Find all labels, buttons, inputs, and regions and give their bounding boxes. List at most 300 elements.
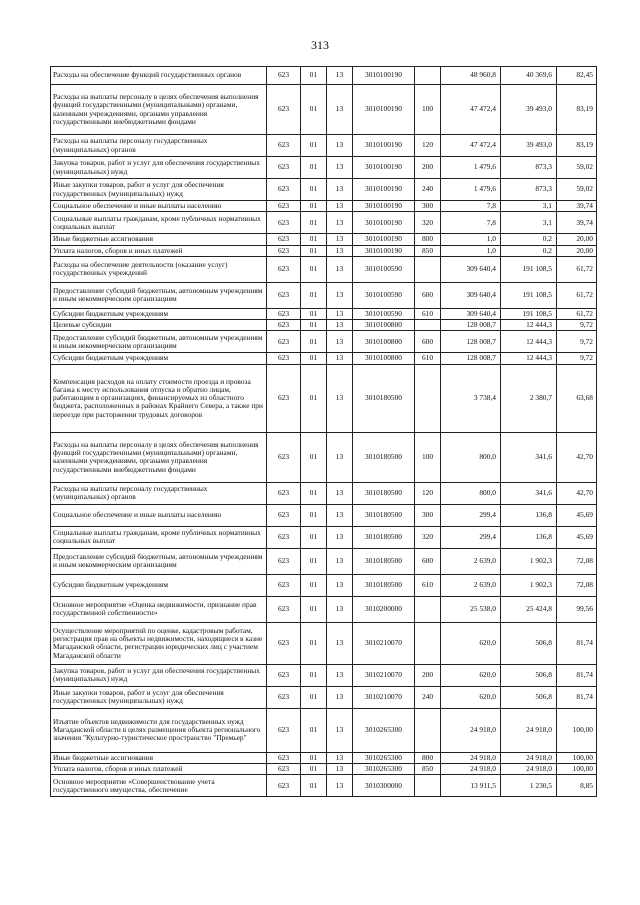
row-cs: 3010100190 — [353, 212, 415, 234]
row-pr: 13 — [327, 135, 353, 157]
row-name: Иные бюджетные ассигнования — [51, 752, 267, 763]
table-row — [51, 234, 597, 245]
row-name: Социальное обеспечение и иные выплаты населению — [51, 201, 267, 212]
row-gr: 623 — [267, 234, 301, 245]
row-fact: 341,6 — [501, 432, 557, 482]
table-row — [51, 85, 597, 135]
row-pr: 13 — [327, 179, 353, 201]
row-rz: 01 — [301, 686, 327, 708]
row-name: Закупка товаров, работ и услуг для обеспечения государственных (муниципальных) нужд — [51, 157, 267, 179]
row-percent: 9,72 — [557, 320, 597, 331]
row-fact: 24 918,0 — [501, 764, 557, 775]
row-gr: 623 — [267, 432, 301, 482]
row-pr: 13 — [327, 708, 353, 752]
row-gr: 623 — [267, 708, 301, 752]
row-cs: 3010180500 — [353, 526, 415, 548]
row-pr: 13 — [327, 67, 353, 85]
budget-table-body — [51, 67, 597, 797]
table-row — [51, 135, 597, 157]
row-name: Основное мероприятие «Оценка недвижимости, признание прав государственной собственности» — [51, 596, 267, 622]
row-fact: 506,8 — [501, 686, 557, 708]
row-pr: 13 — [327, 752, 353, 763]
row-gr: 623 — [267, 245, 301, 256]
row-name: Расходы на обеспечение функций государственных органов — [51, 67, 267, 85]
row-pr: 13 — [327, 245, 353, 256]
row-gr: 623 — [267, 622, 301, 664]
row-vr: 850 — [415, 764, 441, 775]
row-cs: 3010265300 — [353, 764, 415, 775]
row-cs: 3010100590 — [353, 282, 415, 308]
row-rz: 01 — [301, 179, 327, 201]
row-percent: 83,19 — [557, 135, 597, 157]
row-fact: 24 918,0 — [501, 708, 557, 752]
row-rz: 01 — [301, 308, 327, 319]
row-plan: 13 911,5 — [441, 775, 501, 797]
row-rz: 01 — [301, 596, 327, 622]
table-row — [51, 686, 597, 708]
row-fact: 341,6 — [501, 482, 557, 504]
row-rz: 01 — [301, 574, 327, 596]
row-name: Уплата налогов, сборов и иных платежей — [51, 245, 267, 256]
row-percent: 100,00 — [557, 752, 597, 763]
row-pr: 13 — [327, 201, 353, 212]
row-gr: 623 — [267, 548, 301, 574]
row-percent: 99,56 — [557, 596, 597, 622]
row-plan: 800,0 — [441, 482, 501, 504]
row-vr: 800 — [415, 234, 441, 245]
row-plan: 309 640,4 — [441, 256, 501, 282]
row-plan: 3 738,4 — [441, 364, 501, 432]
row-pr: 13 — [327, 320, 353, 331]
row-name: Закупка товаров, работ и услуг для обеспечения государственных (муниципальных) нужд — [51, 664, 267, 686]
row-vr: 300 — [415, 504, 441, 526]
row-cs: 3010265300 — [353, 752, 415, 763]
row-gr: 623 — [267, 752, 301, 763]
row-gr: 623 — [267, 353, 301, 364]
row-plan: 128 008,7 — [441, 353, 501, 364]
row-cs: 3010100190 — [353, 67, 415, 85]
row-rz: 01 — [301, 331, 327, 353]
row-pr: 13 — [327, 664, 353, 686]
row-name: Предоставление субсидий бюджетным, автономным учреждениям и иным некоммерческим организациям — [51, 331, 267, 353]
row-cs: 3010300000 — [353, 775, 415, 797]
row-name: Социальное обеспечение и иные выплаты населению — [51, 504, 267, 526]
row-name: Иные закупки товаров, работ и услуг для обеспечения государственных (муниципальных) нужд — [51, 179, 267, 201]
row-pr: 13 — [327, 308, 353, 319]
row-plan: 128 008,7 — [441, 320, 501, 331]
row-cs: 3010100590 — [353, 256, 415, 282]
row-fact: 3,1 — [501, 201, 557, 212]
row-pr: 13 — [327, 85, 353, 135]
row-pr: 13 — [327, 432, 353, 482]
row-percent: 100,00 — [557, 708, 597, 752]
row-rz: 01 — [301, 364, 327, 432]
row-cs: 3010180500 — [353, 432, 415, 482]
row-name: Предоставление субсидий бюджетным, автономным учреждениям и иным некоммерческим организациям — [51, 282, 267, 308]
row-fact: 12 444,3 — [501, 353, 557, 364]
row-cs: 3010180500 — [353, 482, 415, 504]
row-percent: 39,74 — [557, 201, 597, 212]
row-vr — [415, 320, 441, 331]
row-cs: 3010100190 — [353, 201, 415, 212]
row-gr: 623 — [267, 212, 301, 234]
row-gr: 623 — [267, 201, 301, 212]
row-percent: 81,74 — [557, 686, 597, 708]
row-cs: 3010100590 — [353, 308, 415, 319]
row-pr: 13 — [327, 157, 353, 179]
row-cs: 3010100800 — [353, 331, 415, 353]
row-plan: 1,0 — [441, 245, 501, 256]
row-cs: 3010210070 — [353, 664, 415, 686]
table-row — [51, 504, 597, 526]
row-name: Расходы на выплаты персоналу государственных (муниципальных) органов — [51, 482, 267, 504]
row-vr: 300 — [415, 201, 441, 212]
row-rz: 01 — [301, 245, 327, 256]
row-pr: 13 — [327, 504, 353, 526]
row-vr: 200 — [415, 664, 441, 686]
row-name: Расходы на выплаты персоналу в целях обеспечения выполнения функций государственными (муниципальными) органами, казенными учреждениями, органами управления государственными внебюджетными фондами — [51, 432, 267, 482]
row-plan: 7,8 — [441, 212, 501, 234]
row-gr: 623 — [267, 308, 301, 319]
row-gr: 623 — [267, 364, 301, 432]
row-name: Компенсация расходов на оплату стоимости проезда и провоза багажа к месту использования отпуска и обратно лицам, работающим в организациях, финансируемых из областного бюджета, расположенных в районах Крайнего Севера, а также при переезде при расторжении трудовых договоров — [51, 364, 267, 432]
row-gr: 623 — [267, 135, 301, 157]
table-row — [51, 752, 597, 763]
table-row — [51, 432, 597, 482]
row-vr: 320 — [415, 212, 441, 234]
row-cs: 3010180500 — [353, 548, 415, 574]
row-percent: 81,74 — [557, 622, 597, 664]
row-percent: 42,70 — [557, 432, 597, 482]
row-fact: 506,8 — [501, 622, 557, 664]
row-cs: 3010200000 — [353, 596, 415, 622]
row-cs: 3010180500 — [353, 574, 415, 596]
row-plan: 25 538,0 — [441, 596, 501, 622]
row-plan: 620,0 — [441, 686, 501, 708]
row-vr: 610 — [415, 574, 441, 596]
row-plan: 620,0 — [441, 664, 501, 686]
row-pr: 13 — [327, 353, 353, 364]
row-gr: 623 — [267, 282, 301, 308]
row-percent: 8,85 — [557, 775, 597, 797]
row-vr: 100 — [415, 85, 441, 135]
row-percent: 61,72 — [557, 308, 597, 319]
table-row — [51, 282, 597, 308]
row-fact: 3,1 — [501, 212, 557, 234]
row-gr: 623 — [267, 686, 301, 708]
row-pr: 13 — [327, 212, 353, 234]
row-vr: 600 — [415, 331, 441, 353]
row-plan: 2 639,0 — [441, 574, 501, 596]
row-percent: 9,72 — [557, 331, 597, 353]
row-vr: 240 — [415, 686, 441, 708]
row-pr: 13 — [327, 256, 353, 282]
row-fact: 12 444,3 — [501, 320, 557, 331]
row-gr: 623 — [267, 256, 301, 282]
table-row — [51, 179, 597, 201]
table-row — [51, 574, 597, 596]
row-vr — [415, 596, 441, 622]
row-cs: 3010100190 — [353, 157, 415, 179]
table-row — [51, 364, 597, 432]
row-rz: 01 — [301, 212, 327, 234]
row-vr: 600 — [415, 282, 441, 308]
row-gr: 623 — [267, 526, 301, 548]
row-cs: 3010210070 — [353, 686, 415, 708]
row-plan: 24 918,0 — [441, 764, 501, 775]
row-cs: 3010100190 — [353, 234, 415, 245]
row-pr: 13 — [327, 764, 353, 775]
row-fact: 40 369,6 — [501, 67, 557, 85]
table-row — [51, 596, 597, 622]
row-percent: 100,00 — [557, 764, 597, 775]
table-row — [51, 320, 597, 331]
row-name: Субсидии бюджетным учреждениям — [51, 574, 267, 596]
row-cs: 3010100190 — [353, 135, 415, 157]
row-cs: 3010100190 — [353, 245, 415, 256]
row-percent: 45,69 — [557, 526, 597, 548]
row-rz: 01 — [301, 67, 327, 85]
row-name: Социальные выплаты гражданам, кроме публичных нормативных социальных выплат — [51, 212, 267, 234]
row-name: Изъятие объектов недвижимости для государственных нужд Магаданской области в целях размещения объекта регионального значения "Культурно-туристическое пространство "Премьер" — [51, 708, 267, 752]
table-row — [51, 308, 597, 319]
row-gr: 623 — [267, 331, 301, 353]
row-percent: 82,45 — [557, 67, 597, 85]
row-fact: 191 108,5 — [501, 282, 557, 308]
row-cs: 3010210070 — [353, 622, 415, 664]
row-fact: 1 902,3 — [501, 574, 557, 596]
row-rz: 01 — [301, 504, 327, 526]
row-gr: 623 — [267, 764, 301, 775]
row-percent: 45,69 — [557, 504, 597, 526]
row-fact: 1 902,3 — [501, 548, 557, 574]
row-plan: 309 640,4 — [441, 282, 501, 308]
row-gr: 623 — [267, 67, 301, 85]
row-pr: 13 — [327, 622, 353, 664]
row-plan: 299,4 — [441, 504, 501, 526]
row-name: Субсидии бюджетным учреждениям — [51, 308, 267, 319]
row-rz: 01 — [301, 775, 327, 797]
row-fact: 24 918,0 — [501, 752, 557, 763]
row-pr: 13 — [327, 482, 353, 504]
table-row — [51, 664, 597, 686]
row-fact: 12 444,3 — [501, 331, 557, 353]
row-pr: 13 — [327, 574, 353, 596]
row-fact: 39 493,0 — [501, 85, 557, 135]
row-fact: 136,8 — [501, 526, 557, 548]
row-percent: 42,70 — [557, 482, 597, 504]
row-plan: 128 008,7 — [441, 331, 501, 353]
row-vr: 240 — [415, 179, 441, 201]
row-vr: 610 — [415, 308, 441, 319]
row-gr: 623 — [267, 574, 301, 596]
row-rz: 01 — [301, 764, 327, 775]
row-cs: 3010100800 — [353, 353, 415, 364]
row-rz: 01 — [301, 432, 327, 482]
row-fact: 191 108,5 — [501, 308, 557, 319]
row-percent: 9,72 — [557, 353, 597, 364]
row-plan: 48 960,8 — [441, 67, 501, 85]
row-fact: 39 493,0 — [501, 135, 557, 157]
row-plan: 309 640,4 — [441, 308, 501, 319]
row-percent: 72,08 — [557, 574, 597, 596]
row-cs: 3010180500 — [353, 364, 415, 432]
row-vr — [415, 622, 441, 664]
row-vr: 120 — [415, 135, 441, 157]
row-vr: 850 — [415, 245, 441, 256]
row-fact: 873,3 — [501, 157, 557, 179]
row-plan: 7,8 — [441, 201, 501, 212]
row-pr: 13 — [327, 686, 353, 708]
table-row — [51, 201, 597, 212]
table-row — [51, 775, 597, 797]
row-percent: 61,72 — [557, 256, 597, 282]
row-percent: 59,02 — [557, 179, 597, 201]
row-vr — [415, 67, 441, 85]
row-fact: 0,2 — [501, 234, 557, 245]
row-gr: 623 — [267, 775, 301, 797]
budget-table — [50, 66, 597, 797]
row-gr: 623 — [267, 482, 301, 504]
table-row — [51, 67, 597, 85]
table-row — [51, 157, 597, 179]
row-name: Иные закупки товаров, работ и услуг для обеспечения государственных (муниципальных) нужд — [51, 686, 267, 708]
row-vr: 800 — [415, 752, 441, 763]
row-rz: 01 — [301, 256, 327, 282]
row-name: Предоставление субсидий бюджетным, автономным учреждениям и иным некоммерческим организациям — [51, 548, 267, 574]
row-cs: 3010180500 — [353, 504, 415, 526]
row-vr: 610 — [415, 353, 441, 364]
row-pr: 13 — [327, 234, 353, 245]
row-name: Уплата налогов, сборов и иных платежей — [51, 764, 267, 775]
row-pr: 13 — [327, 596, 353, 622]
row-rz: 01 — [301, 282, 327, 308]
row-plan: 620,0 — [441, 622, 501, 664]
row-pr: 13 — [327, 548, 353, 574]
row-pr: 13 — [327, 526, 353, 548]
row-gr: 623 — [267, 596, 301, 622]
row-gr: 623 — [267, 504, 301, 526]
row-gr: 623 — [267, 664, 301, 686]
row-fact: 191 108,5 — [501, 256, 557, 282]
row-vr — [415, 256, 441, 282]
row-pr: 13 — [327, 775, 353, 797]
row-fact: 136,8 — [501, 504, 557, 526]
row-rz: 01 — [301, 234, 327, 245]
row-rz: 01 — [301, 482, 327, 504]
row-fact: 25 424,8 — [501, 596, 557, 622]
row-cs: 3010100800 — [353, 320, 415, 331]
row-name: Иные бюджетные ассигнования — [51, 234, 267, 245]
row-plan: 299,4 — [441, 526, 501, 548]
row-rz: 01 — [301, 548, 327, 574]
table-row — [51, 764, 597, 775]
row-gr: 623 — [267, 320, 301, 331]
table-row — [51, 256, 597, 282]
row-fact: 0,2 — [501, 245, 557, 256]
row-name: Расходы на выплаты персоналу государственных (муниципальных) органов — [51, 135, 267, 157]
row-vr: 120 — [415, 482, 441, 504]
row-rz: 01 — [301, 85, 327, 135]
row-fact: 1 230,5 — [501, 775, 557, 797]
row-rz: 01 — [301, 201, 327, 212]
row-percent: 63,68 — [557, 364, 597, 432]
row-plan: 800,0 — [441, 432, 501, 482]
row-rz: 01 — [301, 526, 327, 548]
row-name: Субсидии бюджетным учреждениям — [51, 353, 267, 364]
row-pr: 13 — [327, 282, 353, 308]
row-vr: 320 — [415, 526, 441, 548]
row-rz: 01 — [301, 135, 327, 157]
row-name: Осуществление мероприятий по оценке, кадастровым работам, регистрация прав на объекты недвижимости, находящиеся в казне Магаданской области, регистрации юридических лиц с участием Магаданской области — [51, 622, 267, 664]
table-row — [51, 622, 597, 664]
row-gr: 623 — [267, 179, 301, 201]
row-name: Расходы на выплаты персоналу в целях обеспечения выполнения функций государственными (муниципальными) органами, казенными учреждениями, органами управления государственными внебюджетными фондами — [51, 85, 267, 135]
row-vr — [415, 364, 441, 432]
row-fact: 2 380,7 — [501, 364, 557, 432]
table-row — [51, 245, 597, 256]
row-plan: 47 472,4 — [441, 135, 501, 157]
page-number: 313 — [311, 38, 329, 52]
table-row — [51, 708, 597, 752]
row-rz: 01 — [301, 320, 327, 331]
row-plan: 1 479,6 — [441, 157, 501, 179]
row-cs: 3010265300 — [353, 708, 415, 752]
row-percent: 59,02 — [557, 157, 597, 179]
row-name: Целевые субсидии — [51, 320, 267, 331]
row-pr: 13 — [327, 331, 353, 353]
row-rz: 01 — [301, 353, 327, 364]
row-rz: 01 — [301, 752, 327, 763]
row-vr: 600 — [415, 548, 441, 574]
row-percent: 20,00 — [557, 245, 597, 256]
table-row — [51, 331, 597, 353]
row-name: Расходы на обеспечение деятельности (оказание услуг) государственных учреждений — [51, 256, 267, 282]
row-plan: 1,0 — [441, 234, 501, 245]
table-row — [51, 212, 597, 234]
row-vr: 100 — [415, 432, 441, 482]
row-vr — [415, 708, 441, 752]
row-rz: 01 — [301, 664, 327, 686]
row-plan: 24 918,0 — [441, 708, 501, 752]
table-row — [51, 548, 597, 574]
row-vr — [415, 775, 441, 797]
row-cs: 3010100190 — [353, 85, 415, 135]
row-plan: 1 479,6 — [441, 179, 501, 201]
row-name: Социальные выплаты гражданам, кроме публичных нормативных социальных выплат — [51, 526, 267, 548]
row-rz: 01 — [301, 708, 327, 752]
row-percent: 39,74 — [557, 212, 597, 234]
row-fact: 873,3 — [501, 179, 557, 201]
row-vr: 200 — [415, 157, 441, 179]
row-percent: 81,74 — [557, 664, 597, 686]
row-percent: 72,08 — [557, 548, 597, 574]
row-rz: 01 — [301, 157, 327, 179]
table-row — [51, 526, 597, 548]
row-name: Основное мероприятие «Совершенствование учета государственного имущества, обеспечение — [51, 775, 267, 797]
row-pr: 13 — [327, 364, 353, 432]
row-rz: 01 — [301, 622, 327, 664]
row-percent: 83,19 — [557, 85, 597, 135]
row-plan: 24 918,0 — [441, 752, 501, 763]
row-gr: 623 — [267, 157, 301, 179]
row-percent: 20,00 — [557, 234, 597, 245]
row-plan: 47 472,4 — [441, 85, 501, 135]
row-plan: 2 639,0 — [441, 548, 501, 574]
row-percent: 61,72 — [557, 282, 597, 308]
row-cs: 3010100190 — [353, 179, 415, 201]
table-row — [51, 482, 597, 504]
